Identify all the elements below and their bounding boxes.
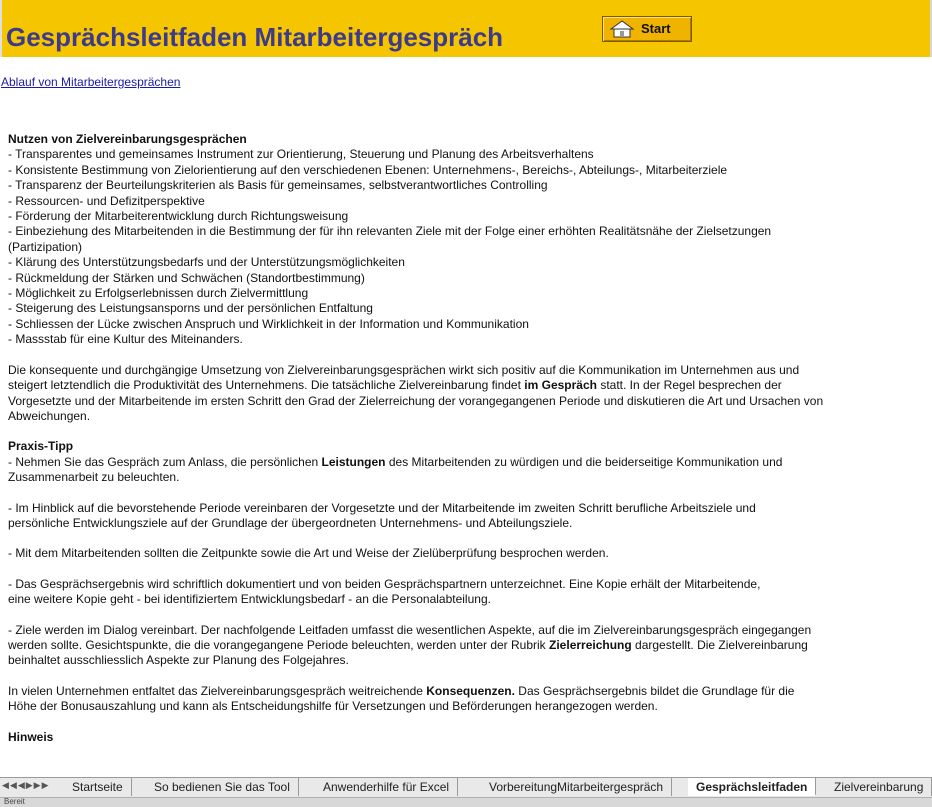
praxis-paragraph: - Mit dem Mitarbeitenden sollten die Zeitpunkte sowie die Art und Weise der Zielüberprüfung besprochen werden. [8, 546, 609, 561]
praxis-paragraph: - Ziele werden im Dialog vereinbart. Der nachfolgende Leitfaden umfasst die wesentlichen Aspekte, auf die im Zielvereinbarungsgespräch eingegangen werden sollte. Gesichtspunkte, die die vorangegangene Periode beleuchten, werden unter der Rubrik Zielerreichung dargestellt. Die Zielvereinbarung beinhaltet ausschliesslich Aspekte zur Planung des Folgejahres. [8, 622, 812, 668]
nutzen-item: - Möglichkeit zu Erfolgserlebnissen durch Zielvermittlung [8, 286, 309, 301]
nutzen-item: - Steigerung des Leistungsansporns und der persönlichen Entfaltung [8, 301, 373, 316]
start-button-label: Start [641, 21, 671, 36]
sheet-tab-bar [0, 777, 932, 797]
tab-vorbereitung[interactable]: VorbereitungMitarbeitergespräch [481, 778, 672, 796]
tab-so-bedienen[interactable]: So bedienen Sie das Tool [146, 778, 299, 796]
nutzen-item: - Konsistente Bestimmung von Zielorientierung auf den verschiedenen Ebenen: Unternehmens-, Bereichs-, Abteilungs-, Mitarbeiterziele [8, 162, 728, 177]
praxis-heading: Praxis-Tipp [8, 439, 74, 454]
umsetzung-paragraph: Die konsequente und durchgängige Umsetzung von Zielvereinbarungsgesprächen wirkt sich positiv auf die Kommunikation im Unternehmen aus und steigert letztendlich die Produktivität des Unternehmens. Die tatsächliche Zielvereinbarung findet im Gespräch statt. In der Regel besprechen der Vorgesetzte und der Mitarbeitende im ersten Schritt den Grad der Zielerreichung der vorangegangenen Periode und diskutieren die Art und Ursachen von Abweichungen. [8, 362, 824, 423]
sheet-nav-arrows-icon[interactable]: ◀◀◀▶▶▶ [2, 780, 50, 790]
page-title: Gesprächsleitfaden Mitarbeitergespräch [6, 22, 504, 52]
workflow-link[interactable]: Ablauf von Mitarbeitergesprächen [1, 75, 181, 89]
header-banner [0, 0, 932, 57]
nutzen-item: - Rückmeldung der Stärken und Schwächen (Standortbestimmung) [8, 270, 365, 285]
tab-startseite[interactable]: Startseite [64, 778, 132, 796]
nutzen-item: - Ressourcen- und Defizitperspektive [8, 193, 205, 208]
content-area [8, 132, 848, 745]
praxis-paragraph: - Das Gesprächsergebnis wird schriftlich dokumentiert und von beiden Gesprächspartnern unterzeichnet. Eine Kopie erhält der Mitarbeitende, eine weitere Kopie geht - bei identifiziertem Entwicklungsbedarf - an die Personalabteilung. [8, 576, 761, 607]
nutzen-item: - Förderung der Mitarbeiterentwicklung durch Richtungsweisung [8, 209, 349, 224]
status-text: Bereit [4, 797, 25, 806]
nutzen-heading: Nutzen von Zielvereinbarungsgesprächen [8, 132, 247, 146]
nutzen-item: - Einbeziehung des Mitarbeitenden in die Bestimmung der für ihn relevanten Ziele mit der Folge einer erhöhten Realitätsnähe der Zielsetzungen (Partizipation) [8, 224, 772, 254]
nutzen-item: - Transparenz der Beurteilungskriterien als Basis für gemeinsames, selbstverantwortliches Controlling [8, 178, 548, 193]
tab-anwenderhilfe[interactable]: Anwenderhilfe für Excel [315, 778, 458, 796]
praxis-paragraph: In vielen Unternehmen entfaltet das Zielvereinbarungsgespräch weitreichende Konsequenzen. Das Gesprächsergebnis bildet die Grundlage für die Höhe der Bonusauszahlung und kann als Entscheidungshilfe für Versetzungen und Beförderungen herangezogen werden. [8, 683, 795, 714]
home-icon [609, 20, 635, 38]
nutzen-item: - Klärung des Unterstützungsbedarfs und der Unterstützungsmöglichkeiten [8, 255, 405, 270]
praxis-paragraph: - Nehmen Sie das Gespräch zum Anlass, die persönlichen Leistungen des Mitarbeitenden zu würdigen und die beiderseitige Kommunikation und Zusammenarbeit zu beleuchten. [8, 454, 783, 485]
praxis-paragraph: - Im Hinblick auf die bevorstehende Periode vereinbaren der Vorgesetzte und der Mitarbeitende im zweiten Schritt berufliche Arbeitsziele und persönliche Entwicklungsziele auf der Grundlage der übergeordneten Unternehmens- und Abteilungsziele. [8, 500, 756, 530]
tab-zielvereinbarung[interactable]: Zielvereinbarung [826, 778, 932, 796]
nutzen-item: - Transparentes und gemeinsames Instrument zur Orientierung, Steuerung und Planung des Arbeitsverhaltens [8, 147, 594, 162]
hinweis-heading: Hinweis [8, 729, 54, 744]
nutzen-item: - Massstab für eine Kultur des Miteinanders. [8, 332, 243, 347]
nutzen-item: - Schliessen der Lücke zwischen Anspruch und Wirklichkeit in der Information und Kommunikation [8, 316, 529, 331]
start-button[interactable] [602, 16, 692, 42]
tab-gespraechsleitfaden[interactable]: Gesprächsleitfaden [688, 778, 816, 796]
